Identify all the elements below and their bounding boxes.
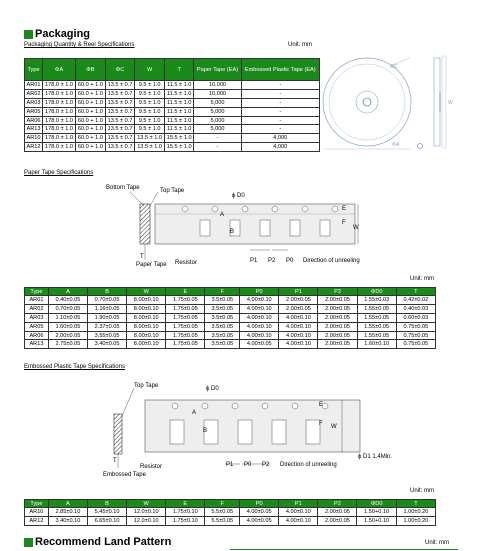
paper-label-p1: P1 (250, 258, 258, 264)
table-row (25, 340, 436, 349)
row-type-cell: AR03 (25, 98, 43, 107)
table-cell: 4.00±0.10 (279, 340, 318, 349)
table-cell: 5.45±0.10 (87, 508, 126, 517)
table-cell: 1.10±0.05 (48, 313, 87, 322)
row-type-cell: AR12 (25, 516, 49, 525)
table-cell: 11.5 ± 1.0 (164, 107, 194, 116)
table-cell: 1.75±0.05 (166, 313, 205, 322)
table-cell: 0.40±0.05 (48, 296, 87, 305)
table-cell: 2.00±0.05 (279, 304, 318, 313)
table-cell: 8.00±0.10 (127, 296, 166, 305)
table-cell: 3.55±0.05 (88, 331, 127, 340)
table-cell: 1.55±0.05 (357, 304, 396, 313)
land-pattern-title-text: Recommend Land Pattern (35, 536, 172, 548)
embossed-label-p2: P2 (262, 462, 270, 468)
paper-tape-subtitle: Paper Tape Specifications (24, 170, 94, 176)
table-cell: 4.00±0.10 (240, 296, 279, 305)
paper-label-top-tape: Top Tape (160, 188, 185, 194)
embossed-label-resistor: Resistor (140, 464, 163, 470)
embossed-label-e: E (319, 402, 324, 408)
table-cell: 5,000 (194, 125, 241, 134)
table-cell: 4.00±0.10 (279, 508, 318, 517)
table-cell: 5.5±0.05 (205, 508, 240, 517)
table-cell: - (194, 134, 241, 143)
table-cell: 2.75±0.05 (48, 340, 87, 349)
table-cell: 0.75±0.05 (396, 322, 435, 331)
table-cell: 13.5 ± 0.7 (105, 89, 135, 98)
table-cell: 178.0 ± 1.0 (43, 125, 76, 134)
table-cell: 1.75±0.05 (166, 331, 205, 340)
table-cell: 3.40±0.05 (88, 340, 127, 349)
table-cell: 3.5±0.05 (205, 322, 240, 331)
table-cell: 1.75±0.10 (166, 508, 205, 517)
embossed-label-d1: ϕ D1 1.4Min. (358, 454, 393, 460)
row-type-cell: AR05 (25, 322, 49, 331)
column-header: ΦD0 (357, 500, 396, 508)
table-cell: 0.70±0.05 (88, 296, 127, 305)
table-cell: 2.00±0.05 (318, 304, 357, 313)
table-row (25, 322, 436, 331)
row-type-cell: AR13 (25, 125, 43, 134)
table-cell: 1.75±0.05 (166, 296, 205, 305)
column-header: ΦD0 (357, 288, 396, 296)
paper-tape-table-header (25, 288, 436, 296)
column-header: Type (25, 59, 43, 81)
table-cell: 2.00±0.05 (318, 313, 357, 322)
table-row (25, 98, 320, 107)
row-type-cell: AR02 (25, 89, 43, 98)
table-row (25, 313, 436, 322)
table-row (25, 508, 436, 517)
column-header: P1 (279, 500, 318, 508)
table-cell: 3.5±0.05 (205, 313, 240, 322)
embossed-label-f: F (319, 421, 323, 427)
table-cell: 1.50+0.10 (357, 508, 396, 517)
table-cell: 4.00±0.10 (279, 331, 318, 340)
embossed-tape-unit: Unit: mm (410, 488, 434, 494)
column-header: F (205, 500, 240, 508)
paper-label-resistor: Resistor (175, 260, 198, 266)
table-cell: 10,000 (194, 81, 241, 90)
paper-label-p2: P2 (268, 258, 276, 264)
table-cell: 2.00±0.05 (279, 296, 318, 305)
packaging-table-header (25, 59, 320, 81)
table-cell: 1.90±0.05 (88, 313, 127, 322)
table-cell: 8.00±0.10 (127, 340, 166, 349)
column-header: Type (25, 500, 49, 508)
row-type-cell: AR01 (25, 81, 43, 90)
table-cell: 11.5 ± 1.0 (164, 81, 194, 90)
table-cell: 5,000 (194, 116, 241, 125)
table-cell: 0.42±0.02 (396, 296, 435, 305)
table-cell: 178.0 ± 1.0 (43, 89, 76, 98)
table-cell: 11.5 ± 1.0 (164, 116, 194, 125)
table-cell: 4.00±0.05 (240, 508, 279, 517)
column-header: F (205, 288, 240, 296)
paper-label-e: E (342, 206, 347, 212)
embossed-tape-table-body (25, 508, 436, 526)
paper-label-a: A (220, 212, 225, 218)
table-cell: 13.5 ± 0.7 (105, 107, 135, 116)
row-type-cell: AR03 (25, 313, 49, 322)
column-header: Paper Tape (EA) (194, 59, 241, 81)
packaging-table (24, 58, 320, 152)
table-cell: 2.00±0.05 (318, 340, 357, 349)
embossed-label-direction: Direction of unreeling (280, 462, 337, 468)
column-header: A (48, 288, 87, 296)
table-cell: 1.75±0.05 (166, 340, 205, 349)
embossed-label-a: A (192, 410, 197, 416)
table-cell: 178.0 ± 1.0 (43, 107, 76, 116)
table-cell: 1.00±0.20 (396, 508, 435, 517)
table-cell: 13.5 ± 1.0 (135, 143, 165, 152)
table-cell: 1.60±0.05 (48, 322, 87, 331)
table-cell: 60.0 + 1.0 (75, 143, 105, 152)
table-cell: 4,000 (241, 143, 319, 152)
embossed-label-p0: P0 (244, 462, 252, 468)
table-cell: 178.0 ± 1.0 (43, 134, 76, 143)
row-type-cell: AR01 (25, 296, 49, 305)
table-cell: 10,000 (194, 89, 241, 98)
table-row (25, 116, 320, 125)
table-cell: 12.0±0.10 (127, 508, 166, 517)
table-cell: 8.00±0.10 (127, 304, 166, 313)
table-cell: 4,000 (241, 134, 319, 143)
table-cell: 8.00±0.10 (127, 313, 166, 322)
table-cell: 13.5 ± 1.0 (135, 134, 165, 143)
table-cell: 60.0 + 1.0 (75, 134, 105, 143)
table-cell: 1.55±0.03 (357, 296, 396, 305)
table-cell: - (194, 143, 241, 152)
table-cell: 4.00±0.10 (240, 322, 279, 331)
row-type-cell: AR13 (25, 340, 49, 349)
column-header: A (48, 500, 87, 508)
table-cell: 1.75±0.05 (166, 304, 205, 313)
row-type-cell: AR10 (25, 508, 49, 517)
table-row (25, 107, 320, 116)
column-header: B (87, 500, 126, 508)
packaging-table-body (25, 81, 320, 152)
table-cell: 4.00±0.10 (240, 304, 279, 313)
table-cell: - (241, 89, 319, 98)
table-cell: 60.0 + 1.0 (75, 125, 105, 134)
table-cell: 2.00±0.05 (318, 508, 357, 517)
column-header: T (396, 288, 435, 296)
section-square-icon (24, 30, 33, 39)
table-cell: 15.5 ± 1.0 (164, 134, 194, 143)
table-cell: 11.5 ± 1.0 (164, 98, 194, 107)
table-cell: 60.0 + 1.0 (75, 98, 105, 107)
table-row (25, 516, 436, 525)
table-cell: 178.0 ± 1.0 (43, 98, 76, 107)
table-cell: 1.55±0.05 (357, 313, 396, 322)
table-cell: 9.5 ± 1.0 (135, 125, 165, 134)
table-cell: 1.60±0.10 (357, 340, 396, 349)
reel-label-a: ΦA (392, 142, 400, 148)
table-cell: 8.00±0.10 (127, 322, 166, 331)
land-pattern-title (24, 536, 171, 548)
column-header: ΦC (105, 59, 135, 81)
paper-tape-table-body (25, 296, 436, 349)
packaging-title (24, 28, 90, 40)
table-row (25, 331, 436, 340)
table-cell: 60.0 + 1.0 (75, 81, 105, 90)
paper-label-direction: Direction of unreeling (303, 258, 360, 264)
table-cell: 1.75±0.10 (166, 516, 205, 525)
embossed-label-d0: ϕ D0 (206, 386, 219, 392)
table-cell: 11.5 ± 1.0 (164, 125, 194, 134)
packaging-unit: Unit: mm (288, 42, 312, 48)
paper-tape-unit: Unit: mm (410, 276, 434, 282)
table-row (25, 296, 436, 305)
table-cell: 2.00±0.05 (318, 296, 357, 305)
table-cell: 9.5 ± 1.0 (135, 89, 165, 98)
table-cell: 13.5 ± 0.7 (105, 143, 135, 152)
table-cell: 5,000 (194, 107, 241, 116)
paper-label-d0: ϕ D0 (232, 193, 245, 199)
table-cell: 4.00±0.10 (279, 322, 318, 331)
column-header: ΦA (43, 59, 76, 81)
table-cell: 0.75±0.05 (396, 340, 435, 349)
table-cell: 11.5 ± 1.0 (164, 89, 194, 98)
column-header: W (135, 59, 165, 81)
row-type-cell: AR06 (25, 116, 43, 125)
row-type-cell: AR02 (25, 304, 49, 313)
table-cell: 13.5 ± 0.7 (105, 81, 135, 90)
embossed-tape-subtitle: Embossed Plastic Tape Specifications (24, 364, 125, 370)
table-cell: 5.5±0.05 (205, 516, 240, 525)
table-cell: 4.00±0.10 (240, 331, 279, 340)
embossed-tape-diagram (100, 378, 380, 478)
embossed-tape-table-header (25, 500, 436, 508)
embossed-tape-table (24, 499, 436, 526)
table-cell: 3.5±0.05 (205, 331, 240, 340)
column-header: P0 (240, 500, 279, 508)
table-cell: - (241, 116, 319, 125)
table-cell: 9.5 ± 1.0 (135, 116, 165, 125)
column-header: P1 (279, 288, 318, 296)
column-header: E (166, 288, 205, 296)
row-type-cell: AR10 (25, 134, 43, 143)
table-cell: 178.0 ± 1.0 (43, 116, 76, 125)
column-header: W (127, 288, 166, 296)
table-cell: 13.5 ± 0.7 (105, 134, 135, 143)
table-cell: 60.0 + 1.0 (75, 107, 105, 116)
table-cell: 0.40±0.03 (396, 304, 435, 313)
reel-label-w: W (448, 100, 453, 106)
embossed-label-embossed-tape: Embossed Tape (103, 472, 146, 478)
table-cell: 3.40±0.10 (48, 516, 87, 525)
land-pattern-unit: Unit: mm (425, 540, 449, 546)
section-square-icon (24, 538, 33, 547)
paper-label-w: W (353, 225, 359, 231)
table-cell: 3.5±0.05 (205, 304, 240, 313)
column-header: P2 (318, 288, 357, 296)
table-cell: 2.00±0.05 (318, 322, 357, 331)
paper-tape-table (24, 287, 436, 349)
paper-label-t: T (140, 254, 144, 260)
table-cell: 178.0 ± 1.0 (43, 81, 76, 90)
table-cell: 1.16±0.05 (88, 304, 127, 313)
column-header: Type (25, 288, 49, 296)
table-cell: 4.00±0.05 (240, 340, 279, 349)
table-cell: 4.00±0.10 (279, 313, 318, 322)
table-cell: 60.0 + 1.0 (75, 116, 105, 125)
table-row (25, 89, 320, 98)
table-cell: 9.5 ± 1.0 (135, 107, 165, 116)
land-pattern-divider (230, 549, 458, 550)
column-header: T (396, 500, 435, 508)
paper-label-p0: P0 (286, 258, 294, 264)
column-header: ΦB (75, 59, 105, 81)
table-cell: 1.75±0.05 (166, 322, 205, 331)
table-row (25, 81, 320, 90)
table-cell: 1.50+0.10 (357, 516, 396, 525)
reel-label-c: ΦC (390, 64, 398, 70)
table-cell: 60.0 + 1.0 (75, 89, 105, 98)
table-cell: 4.00±0.10 (279, 516, 318, 525)
embossed-label-top-tape: Top Tape (134, 383, 159, 389)
table-cell: 178.0 ± 1.0 (43, 143, 76, 152)
table-cell: 2.00±0.05 (318, 516, 357, 525)
table-cell: 2.00±0.05 (48, 331, 87, 340)
table-cell: 0.60±0.03 (396, 313, 435, 322)
table-cell: 0.70±0.05 (48, 304, 87, 313)
table-cell: 12.0±0.10 (127, 516, 166, 525)
table-row (25, 134, 320, 143)
table-cell: 2.85±0.10 (48, 508, 87, 517)
column-header: P2 (318, 500, 357, 508)
table-cell: 13.5 ± 0.7 (105, 98, 135, 107)
table-cell: 2.37±0.05 (88, 322, 127, 331)
column-header: W (127, 500, 166, 508)
packaging-subtitle: Packaging Quantity & Reel Specifications (24, 42, 135, 48)
embossed-label-b: B (203, 428, 208, 434)
paper-label-paper-tape: Paper Tape (136, 262, 167, 268)
table-cell: 15.5 ± 1.0 (164, 143, 194, 152)
table-cell: 5,000 (194, 98, 241, 107)
table-cell: 4.00±0.10 (240, 313, 279, 322)
table-cell: 2.00±0.05 (318, 331, 357, 340)
row-type-cell: AR12 (25, 143, 43, 152)
packaging-title-text: Packaging (35, 28, 91, 40)
table-row (25, 125, 320, 134)
table-cell: - (241, 98, 319, 107)
paper-label-b: B (230, 229, 235, 235)
embossed-label-w: W (331, 424, 337, 430)
table-cell: 0.75±0.05 (396, 331, 435, 340)
table-cell: 9.5 ± 1.0 (135, 98, 165, 107)
table-cell: - (241, 125, 319, 134)
column-header: T (164, 59, 194, 81)
table-cell: - (241, 81, 319, 90)
column-header: B (88, 288, 127, 296)
column-header: E (166, 500, 205, 508)
table-cell: 3.5±0.05 (205, 296, 240, 305)
table-cell: 3.5±0.05 (205, 340, 240, 349)
row-type-cell: AR06 (25, 331, 49, 340)
table-cell: 4.00±0.05 (240, 516, 279, 525)
paper-label-f: F (342, 220, 346, 226)
column-header: P0 (240, 288, 279, 296)
table-cell: 1.55±0.05 (357, 322, 396, 331)
row-type-cell: AR05 (25, 107, 43, 116)
table-row (25, 304, 436, 313)
reel-diagram (322, 52, 472, 162)
table-cell: 9.5 ± 1.0 (135, 81, 165, 90)
table-cell: - (241, 107, 319, 116)
table-cell: 6.65±0.10 (87, 516, 126, 525)
embossed-label-t: T (113, 458, 117, 464)
table-cell: 8.00±0.10 (127, 331, 166, 340)
table-cell: 1.55±0.05 (357, 331, 396, 340)
embossed-label-p1: P1 (226, 462, 234, 468)
column-header: Embossed Plastic Tape (EA) (241, 59, 319, 81)
table-cell: 13.5 ± 0.7 (105, 116, 135, 125)
table-row (25, 143, 320, 152)
table-cell: 13.5 ± 0.7 (105, 125, 135, 134)
paper-label-bottom-tape: Bottom Tape (106, 185, 140, 191)
table-cell: 1.00±0.20 (396, 516, 435, 525)
